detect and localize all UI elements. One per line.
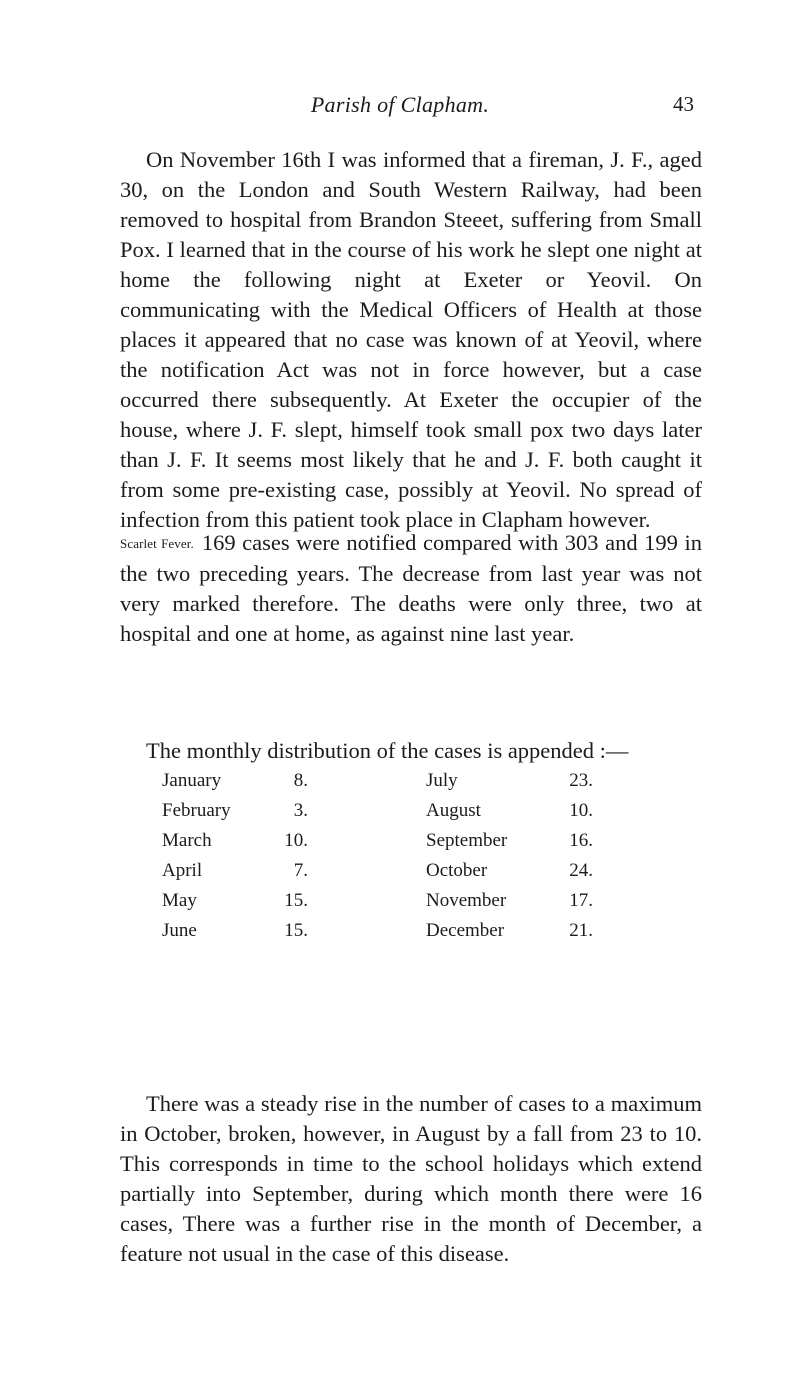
table-row: [0, 830, 800, 860]
case-count: 24.: [569, 860, 593, 881]
month-name: January: [162, 770, 222, 791]
month-name: March: [162, 830, 212, 851]
paragraph-monthly-analysis: There was a steady rise in the number of cases to a maximum in October, broken, however, in August by a fall from 23 to 10. This corresponds in time to the school holidays which extend partially into September, during which month there were 16 cases, There was a further rise in the month of December, a feature not usual in the case of this disease.: [120, 1091, 702, 1266]
case-count: 17.: [569, 890, 593, 911]
table-row: [0, 920, 800, 950]
case-count: 10.: [284, 830, 308, 851]
paragraph-scarlet-fever: [120, 528, 702, 649]
month-name: August: [426, 800, 481, 821]
table-row: [0, 860, 800, 890]
table-intro: The monthly distribution of the cases is appended :—: [146, 738, 629, 763]
month-name: February: [162, 800, 231, 821]
running-head: Parish of Clapham.: [310, 92, 490, 117]
month-name: October: [426, 860, 488, 881]
case-count: 15.: [284, 920, 308, 941]
case-count: 8.: [293, 770, 308, 791]
case-count: 10.: [569, 800, 593, 821]
case-count: 15.: [284, 890, 308, 911]
case-count: 23.: [569, 770, 593, 791]
month-name: July: [426, 770, 458, 791]
case-count: 21.: [569, 920, 593, 941]
month-name: December: [426, 920, 505, 941]
month-name: September: [426, 830, 508, 851]
table-row: [0, 770, 800, 800]
case-count: 16.: [569, 830, 593, 851]
page-number: 43: [673, 92, 694, 116]
case-count: 3.: [293, 800, 308, 821]
scarlet-fever-side-heading: Scarlet Fever.: [120, 536, 194, 551]
scarlet-fever-text: 169 cases were notified compared with 303 and 199 in the two preceding years. The decrease from last year was not very marked therefore. The deaths were only three, two at hospital and one at home, as against nine last year.: [120, 530, 702, 646]
month-name: May: [162, 890, 197, 911]
month-name: November: [426, 890, 507, 911]
month-name: June: [162, 920, 197, 941]
page-header: [0, 92, 800, 124]
table-row: [0, 890, 800, 920]
paragraph-small-pox: On November 16th I was informed that a fireman, J. F., aged 30, on the London and South Western Railway, had been removed to hospital from Brandon Steeet, suffering from Small Pox. I learned that in the course of his work he slept one night at home the following night at Exeter or Yeovil. On communicating with the Medical Officers of Health at those places it appeared that no case was known of at Yeovil, where the notification Act was not in force however, but a case occurred there subsequently. At Exeter the occupier of the house, where J. F. slept, himself took small pox two days later than J. F. It seems most likely that he and J. F. both caught it from some pre-existing case, possibly at Yeovil. No spread of infection from this patient took place in Clapham however.: [120, 147, 702, 532]
table-row: [0, 800, 800, 830]
case-count: 7.: [293, 860, 308, 881]
month-name: April: [162, 860, 203, 881]
